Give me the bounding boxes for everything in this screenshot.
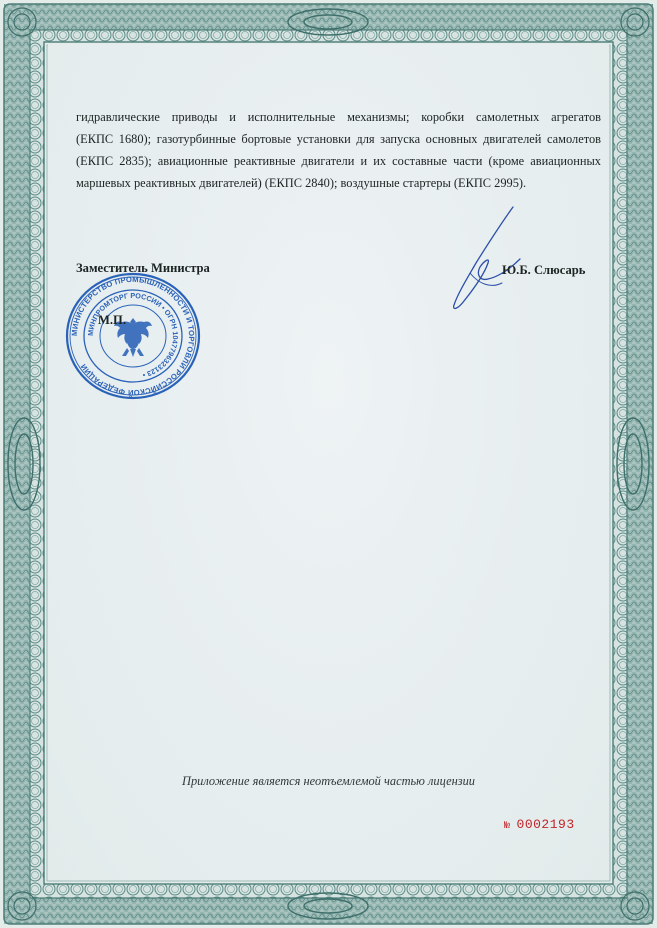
official-seal (64, 272, 202, 400)
signatory-title: Заместитель Министра (76, 261, 210, 275)
serial-number (504, 817, 575, 832)
text-line: (ЕКПС 2835); авиационные реактивные двигатели и их составные части (кроме авиационных (76, 154, 601, 168)
text-line: гидравлические приводы и исполнительные механизмы; коробки самолетных агрегатов (76, 110, 601, 124)
license-activities-text (76, 106, 601, 194)
signatory-name: Ю.Б. Слюсарь (502, 263, 586, 277)
seal-inner-text: МИНПРОМТОРГ РОССИИ • ОГРН 1047796323123 • (85, 290, 181, 380)
seal-place-label: М.П. (98, 313, 126, 327)
serial-value: 0002193 (516, 817, 575, 832)
serial-prefix: № (504, 821, 511, 832)
appendix-note: Приложение является неотъемлемой частью лицензии (182, 774, 475, 788)
seal-ring-text: МИНИСТЕРСТВО ПРОМЫШЛЕННОСТИ И ТОРГОВЛИ РОССИЙСКОЙ ФЕДЕРАЦИИ (69, 274, 197, 398)
text-line: маршевых реактивных двигателей) (ЕКПС 2840); воздушные стартеры (ЕКПС 2995). (76, 176, 527, 190)
text-line: (ЕКПС 1680); газотурбинные бортовые установки для запуска основных двигателей самолетов (76, 132, 601, 146)
